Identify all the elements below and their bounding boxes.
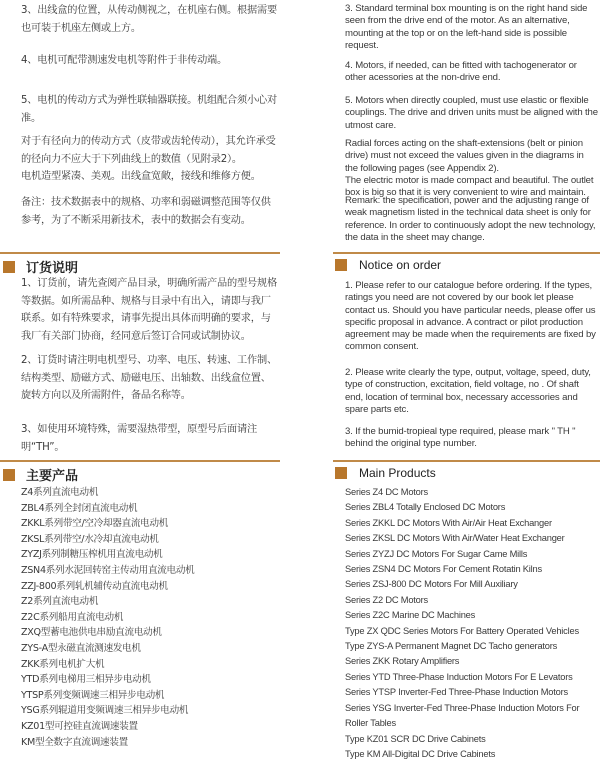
product-item: Series Z4 DC Motors	[345, 487, 428, 497]
intro-radial-force-en: Radial forces acting on the shaft-extensions (belt or pinion drive) must not exceed the values given in the diagrams in the following pages (see Appendix 2). The electric motor is made compact and beautiful. The outlet box is big so that it is very convenient to wire and maintain.	[345, 138, 594, 199]
intro-remark-en: Remark: the specification, power and the adjusting range of weak magnetism listed in the technical data sheet is only for reference. In order to continuously adopt the new technology, the data in the sheet may change.	[345, 195, 596, 243]
order-item-3: 3、如使用环境特殊，需要湿热带型，原型号后面请注明“TH”。	[21, 424, 257, 453]
order-section-header-en	[335, 258, 441, 272]
intro-item-5-en: 5. Motors when directly coupled, must use elastic or flexible couplings. The drive and driven units must be aligned with the utmost care.	[345, 95, 598, 131]
intro-item-4-en: 4. Motors, if needed, can be fitted with tachogenerator or other acessories at the non-drive end.	[345, 60, 577, 84]
product-item: Series ZKSL DC Motors With Air/Water Heat Exchanger	[345, 533, 565, 544]
product-item: ZBL4系列全封闭直流电动机	[21, 502, 138, 514]
product-item: Series YTSP Inverter-Fed Three-Phase Induction Motors	[345, 687, 568, 698]
product-item: Type KZ01 SCR DC Drive Cabinets	[345, 733, 486, 744]
order-section-title: 订货说明	[26, 261, 79, 276]
section-square-icon	[3, 469, 15, 481]
product-item: ZZJ-800系列轧机辅传动直流电动机	[21, 580, 168, 592]
product-item: ZKK系列电机扩大机	[21, 658, 105, 670]
product-item: Z2C系列船用直流电动机	[21, 611, 124, 623]
order-item-3-en: 3. If the bumid-tropieal type required, please mark " TH " behind the original type number.	[345, 426, 576, 450]
product-item: Series ZBL4 Totally Enclosed DC Motors	[345, 502, 506, 513]
intro-remark: 备注：技术数据表中的规格、功率和弱磁调整范围等仅供参考，为了不断采用新技术，表中的数据会有变动。	[21, 197, 271, 226]
product-item: YSG系列辊道用变频调速三相异步电动机	[21, 705, 189, 717]
products-section-header-en	[335, 466, 436, 480]
product-item: ZSN4系列水泥回转窑主传动用直流电动机	[21, 564, 195, 576]
product-item: Series Z2 DC Motors	[345, 594, 428, 605]
product-item: Series ZKKL DC Motors With Air/Air Heat Exchanger	[345, 517, 552, 528]
intro-item-3-en: 3. Standard terminal box mounting is on the right hand side seen from the drive end of the motor. As an alternative, mounting at the top or on the left-hand side is possible request.	[345, 3, 588, 51]
intro-item-4: 4、电机可配带测速发电机等附件于非传动端。	[21, 55, 228, 66]
section-divider	[0, 460, 280, 462]
product-item: Type ZYS-A Permanent Magnet DC Tacho generators	[345, 641, 558, 652]
products-section-header	[3, 465, 78, 484]
section-square-icon	[335, 259, 347, 271]
intro-item-3: 3、出线盒的位置，从传动侧视之，在机座右侧。根据需要也可装于机座左侧或上方。	[21, 5, 277, 34]
product-item: Series YTD Three-Phase Induction Motors For E Levators	[345, 671, 573, 682]
product-item: Series ZSJ-800 DC Motors For Mill Auxiliary	[345, 579, 518, 590]
product-item: Series ZYZJ DC Motors For Sugar Came Mills	[345, 548, 528, 559]
section-square-icon	[335, 467, 347, 479]
product-item: YTSP系列变频调速三相异步电动机	[21, 689, 165, 701]
products-list-zh	[21, 485, 194, 750]
product-item: ZXQ型蓄电池供电串励直流电动机	[21, 627, 162, 639]
section-divider	[0, 252, 280, 254]
section-square-icon	[3, 261, 15, 273]
product-item: Series ZSN4 DC Motors For Cement Rotatin Kilns	[345, 564, 542, 575]
section-divider	[333, 460, 600, 462]
order-item-2-en: 2. Please write clearly the type, output, voltage, speed, duty, type of construction, excitation, field voltage, no . Of shaft end, location of terminal box, necessary accessories and spare parts etc.	[345, 367, 591, 415]
product-item: ZYS-A型永磁直流测速发电机	[21, 642, 141, 654]
section-divider	[333, 252, 600, 254]
products-list-en	[345, 485, 600, 762]
products-section-title: 主要产品	[26, 469, 79, 484]
intro-item-5: 5、电机的传动方式为弹性联轴器联接。机组配合须小心对准。	[21, 95, 277, 124]
product-item: ZKKL系列带空/空冷却器直流电动机	[21, 518, 169, 530]
order-section-header	[3, 257, 78, 276]
order-section-title-en: Notice on order	[359, 258, 442, 272]
product-item: YTD系列电梯用三相异步电动机	[21, 674, 151, 686]
order-item-1: 1、订货前，请先查阅产品目录，明确所需产品的型号规格等数据。如所需品种、规格与目录中有出入，请即与我厂联系。如有特殊要求，请事先提出具体而明确的要求，与我厂有关部门协商，经同意后签订合同或试制协议。	[21, 278, 277, 342]
product-item: KZ01型可控硅直流调速装置	[21, 720, 138, 732]
product-item: KM型全数字直流调速装置	[21, 736, 128, 748]
products-section-title-en: Main Products	[359, 466, 436, 480]
product-item: Series YSG Inverter-Fed Three-Phase Induction Motors For Roller Tables	[345, 702, 580, 729]
product-item: Series ZKK Rotary Amplifiers	[345, 656, 460, 667]
product-item: Z4系列直流电动机	[21, 487, 99, 498]
product-item: Type ZX QDC Series Motors For Battery Operated Vehicles	[345, 625, 579, 636]
intro-radial-force: 对于有径向力的传动方式（皮带或齿轮传动），其允许承受的径向力不应大于下列曲线上的数值（见附录2）。 电机造型紧凑、美观。出线盒宽敞，接线和维修方便。	[21, 136, 276, 183]
order-item-2: 2、订货时请注明电机型号、功率、电压、转速、工作制、结构类型、励磁方式、励磁电压、出轴数、出线盒位置、旋转方向以及所需附件，备品名称等。	[21, 355, 277, 402]
product-item: Type KM All-Digital DC Drive Cabinets	[345, 748, 496, 759]
product-item: Series Z2C Marine DC Machines	[345, 610, 476, 621]
product-item: Z2系列直流电动机	[21, 596, 99, 608]
order-item-1-en: 1. Please refer to our catalogue before ordering. If the types, ratings you need are not covered by our book let please contact us. Should you have particular needs, please offer us specific proposal in advance. A contract or pilot production agreement may be made when the requirements are fixed by common consent.	[345, 280, 596, 353]
product-item: ZYZJ系列制糖压榨机用直流电动机	[21, 549, 163, 561]
product-item: ZKSL系列带空/水冷却直流电动机	[21, 533, 159, 545]
